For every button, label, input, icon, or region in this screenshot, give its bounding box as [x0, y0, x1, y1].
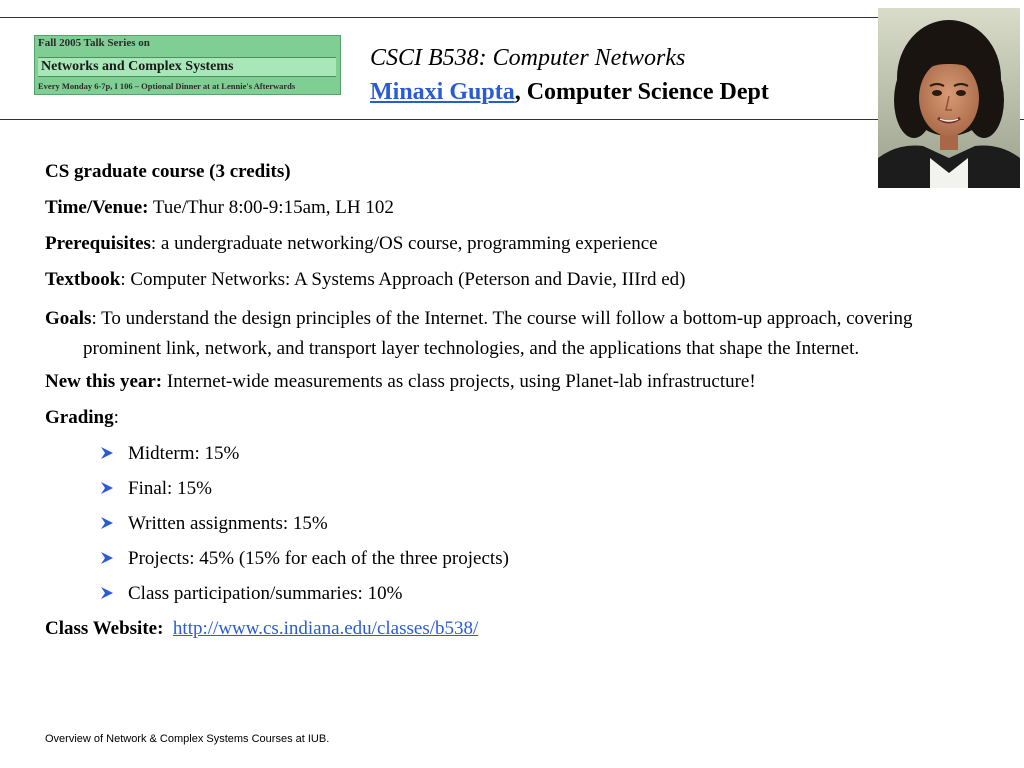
header-top-rule [0, 17, 878, 18]
goals-value: : To understand the design principles of the Internet. The course will follow a bottom-up approach, covering prominent link, network, and transport layer technologies, and the applications that shape the Internet. [83, 308, 913, 359]
arrow-bullet-icon [100, 446, 114, 460]
grading-label: Grading [45, 407, 114, 428]
arrow-bullet-icon [100, 481, 114, 495]
grading-heading [45, 406, 965, 430]
footer-text: Overview of Network & Complex Systems Courses at IUB. [45, 733, 330, 745]
grading-item-text: Class participation/summaries: 10% [128, 583, 403, 604]
instructor-name-link[interactable]: Minaxi Gupta [370, 79, 515, 105]
banner-schedule: Every Monday 6-7p, I 106 – Optional Dinner at at Lennie's Afterwards [38, 81, 296, 91]
grading-item-text: Written assignments: 15% [128, 513, 328, 534]
time-venue-value: Tue/Thur 8:00-9:15am, LH 102 [148, 197, 394, 218]
goals-line [45, 304, 965, 364]
class-website-label: Class Website: [45, 618, 164, 639]
banner-title: Networks and Complex Systems [38, 57, 336, 77]
arrow-bullet-icon [100, 551, 114, 565]
list-item [45, 477, 965, 501]
arrow-bullet-icon [100, 586, 114, 600]
talk-series-banner [34, 35, 341, 95]
class-website-link[interactable]: http://www.cs.indiana.edu/classes/b538/ [172, 618, 479, 639]
header-bottom-rule [0, 119, 1024, 120]
list-item [45, 512, 965, 536]
time-venue-line [45, 196, 965, 220]
course-headline-text: CS graduate course (3 credits) [45, 161, 291, 182]
textbook-value: : Computer Networks: A Systems Approach (Peterson and Davie, IIIrd ed) [120, 269, 686, 290]
new-this-year-value: Internet-wide measurements as class projects, using Planet-lab infrastructure! [162, 371, 756, 392]
textbook-label: Textbook [45, 269, 121, 290]
class-website-line [45, 617, 965, 641]
course-title: CSCI B538: Computer Networks [370, 45, 686, 71]
arrow-bullet-icon [100, 516, 114, 530]
list-item [45, 547, 965, 571]
banner-top-line: Fall 2005 Talk Series on [38, 37, 150, 49]
prerequisites-label: Prerequisites [45, 233, 151, 254]
grading-item-text: Projects: 45% (15% for each of the three projects) [128, 548, 509, 569]
time-venue-label: Time/Venue: [45, 197, 149, 218]
new-this-year-line [45, 370, 965, 394]
grading-list [45, 442, 965, 606]
goals-label: Goals [45, 308, 92, 329]
list-item [45, 442, 965, 466]
list-item [45, 582, 965, 606]
instructor-department: , Computer Science Dept [514, 79, 769, 105]
textbook-line [45, 268, 965, 292]
prerequisites-line [45, 232, 965, 256]
instructor-line [370, 79, 769, 106]
grading-colon: : [113, 407, 119, 428]
course-headline [45, 160, 965, 184]
grading-item-text: Midterm: 15% [128, 443, 240, 464]
new-this-year-label: New this year: [45, 371, 163, 392]
course-details [45, 160, 965, 653]
grading-item-text: Final: 15% [128, 478, 212, 499]
prerequisites-value: : a undergraduate networking/OS course, programming experience [150, 233, 658, 254]
